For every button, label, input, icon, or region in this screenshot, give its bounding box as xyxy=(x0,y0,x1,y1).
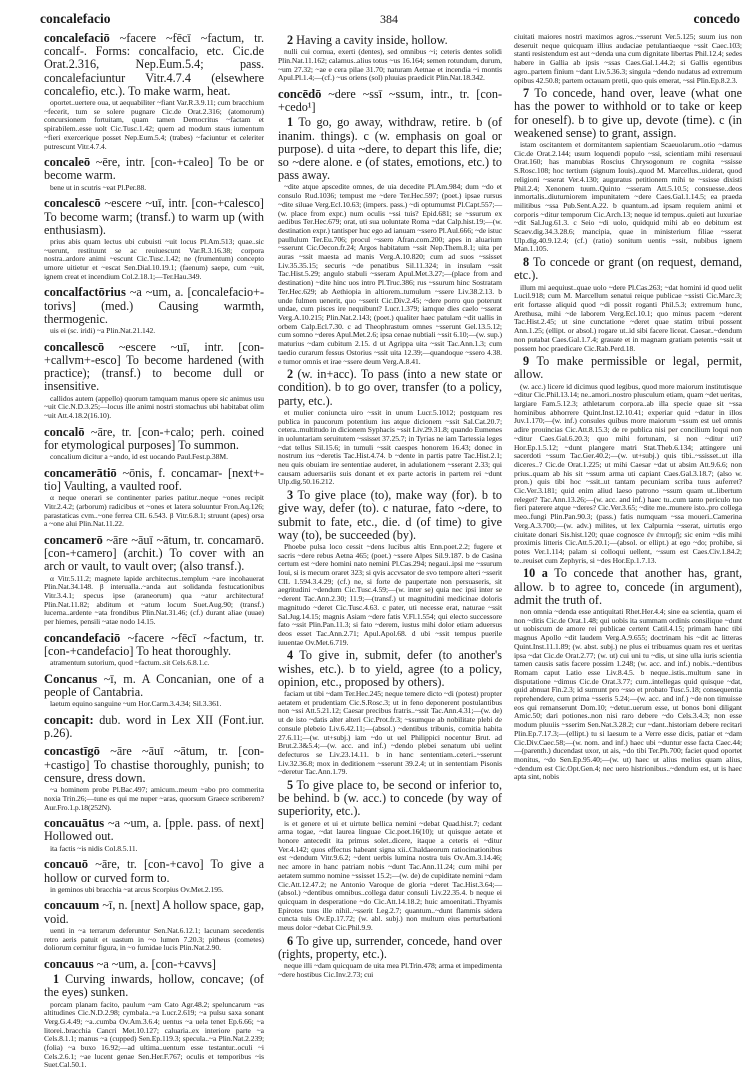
sense-citations: Phoebe pulsa loco cessit ~dens lucibus altis Enn.poet.2.2; fugere et sacris ~dere rebus Aetna 465; (poet.) ~ssere Alpes Sil.9.187. b de Casina certum est ~dere homini nato nemini Pl.Cas.294; negaui..ipsi me ~ssurum Ioui, si is mecum oraret 323; si qvis accvsator de svo tempore alteri ~sserit CIL 1.594.3.4.29; (cf.) ne, si forte de paupertate non persuaseris, sit aegritudini ~dendum Cic.Tusc.4.59;—(w. inter se) quia nec ipsi inter se ~derent Tac.Ann.2.30; 11.9;—(transf.) ut magnitudini medicinae doloris magnitudo ~deret Cic.Tusc.4.63. c pater, uti necesse erat, naturae ~ssit Sal.Jug.14.15; magnis Asiam ~dere fatis V.Fl.1.554; qui electo successore fato ~ssit Plin.Pan.11.3; si fato ~derem, iustus mihi dolor etiam aduersus deos esset Tac.Ann.2.71; Apul.Apol.68. d ubi ~ssit tempus puerile iuuentae Ov.Met.6.719. xyxy=(278,541,502,647)
entry-citations: prius abis quam lectus ubi cubuisti ~uit locus Pl.Am.513; quae..sic ~uerunt, restituunt se ac reuiuescunt Var.R.3.16.38; corpora nostra..ardore animi ~escunt Cic.Tusc.1.42; ne (frumentum) concepto umore uitietur et ~escat Sen.Dial.10.19.1; (faenum) saepe, cum ~uit, ignem creat et incendium Col.2.18.1;—Ter.Hau.349. xyxy=(44,236,264,281)
entry-lemma: concaleō xyxy=(44,155,91,170)
entry-definition: ~āre ~āuī ~ātum, tr. concamarō. [con-+camero] (archit.) To cover with an arch or vault, to vault over; (also transf.). xyxy=(44,533,264,574)
sense-number: 7 xyxy=(523,86,530,101)
entry-citations: α neque onerari se continenter paries patitur..neque ~ones recipit Vitr.2.4.2; (arborum) radicibus et ~ones et latera soluuntur Fron.Aq.126; parastaticas cvm..~one ferrea CIL 6.543. β Vitr.6.8.1; struunt (apes) orsa a ~one alui Plin.Nat.11.22. xyxy=(44,493,264,529)
entry-definition: ~āre, tr. [con-+calo; perh. coined for etymological purposes] To summon. xyxy=(44,424,264,452)
sense-definition xyxy=(278,649,502,689)
sense-number: 10 a xyxy=(523,566,548,581)
sense-citations: ~dite atque apscedite omnes, de uia decedite Pl.Am.984; dum ~do et consulo Rud.1036; tempust me ~dere Ter.Hec.597; (poet.) ipsae rursus ~dite siluae Verg.Ecl.10.63; (impers. pass.) ~di optumumst Pl.Capt.557;—(w. place from expr.) num oculis ~ssi tuis? Epid.681; se ~ssurum ex aedibus Ter.Hec.679; orat, uti sua uoluntate Roma ~dat Calp.hist.19;—(w. destination expr.) tantisper huc ego ad ianuam ~ssero Pl.Aul.666; ~de istuc paullulum Ter.Eu.706; procul ~ssero Afran.com.200; apes in aluarium ~sserunt Cic.Oecon.fr.24; Argos habitatum ~ssit Nep.Them.8.1; uita per auras ~ssit maesta ad manis Verg.A.10.820; cum ad suos ~ssisset Liv.35.35.15; securis ~de penatibus Sil.11.324; in insulam ~ssit Tac.Hist.5.29; angulo stabuli ~sseram Apul.Met.3.27;—(place from and destination) ~dite hinc uos intro Pl.Truc.386; rus ~ssurum hinc Sostratam Ter.Hec.629; ab Aethiopia in altiorem..tumulum ~ssere Liv.38.2.13. b unde fulmen uenerit, quo ~sserit Cic.Div.2.45; ~dere porro quo poterunt undae, cum pisces ire nequibunt? Lucr.1.379; iamque dies caelo ~sserat Verg.A.10.215; Plin.Nat.2.143; (poet.) qualiter haec patulam ~dit uallis in orbem Calp.Ecl.7.30. c ad Theophrastum omnes ~sserunt Gel.13.5.12; cum somno ~deres Apul.Met.2.6; ipsa cenae nubtiali ~ssit 6.10;—(w. sup.) maturius ~dam cubitum 2.15. d ut Agrippa uita ~ssit Tac.Ann.1.3; cum taedio curarum fessus Ostorius ~ssit uita 12.39;—quandoque ~ssero 4.38. e tumor omnis et irae ~ssere deum Verg.A.8.41. xyxy=(278,182,503,366)
entry-lemma: concauum xyxy=(44,898,100,913)
entry-definition: ~ēre, intr. [con-+caleo] To be or become warm. xyxy=(44,155,264,183)
sense-number: 4 xyxy=(287,648,294,663)
sense-number: 9 xyxy=(523,354,530,369)
dictionary-entry xyxy=(44,156,264,192)
entry-lemma: concandefaciō xyxy=(44,630,121,645)
dictionary-entry xyxy=(44,673,264,709)
sense-number: 3 xyxy=(287,488,294,503)
entry-definition: ~facere ~fēcī ~factum, tr. [con-+candefacio] To heat thoroughly. xyxy=(44,630,264,659)
sense-definition xyxy=(278,935,502,961)
entry-head xyxy=(44,341,264,394)
entry-lemma: concapit: xyxy=(44,713,94,728)
entry-lemma: concamerātiō xyxy=(44,465,117,480)
dictionary-entry xyxy=(44,341,264,421)
entry-citations: oportet..uertere oua, ut aequabiliter ~fiant Var.R.3.9.11; cum bracchium ~fecerit, tum se solere pugnare Cic.de Orat.2.316; (atomorum) concursionem fortuitam, quam tamen Democritus ~factam et spirabilem..esse uolt Cic.Tusc.1.42; quem ad modum staus iumentum ~fieri exercerique posset Nep.Eum.5.4; (trabes) ~faciuntur et celeriter putrescunt Vitr.4.7.4. xyxy=(44,98,264,151)
entry-head xyxy=(44,467,264,493)
entry-lemma: concauus xyxy=(44,956,94,971)
entry-definition: ~āre ~āuī ~ātum, tr. [con-+castigo] To chastise thoroughly, punish; to censure, dress down. xyxy=(44,744,264,785)
entry-citations: callidos autem (appello) quorum tamquam manus opere sic animus usu ~uit Cic.N.D.3.25;—locus ille animi nostri stomachus ubi habitabat olim ~uit Att.4.18.2(16.10). xyxy=(44,393,264,420)
dictionary-columns xyxy=(44,31,744,1070)
dictionary-entry xyxy=(44,858,264,894)
dictionary-entry xyxy=(44,426,264,462)
dictionary-entry xyxy=(278,34,502,83)
sense-text: To give place (to), make way (for). b to give way, defer (to). c naturae, fato ~dere, to submit to fate, etc., die. d (of time) to give way (to), be succeeded (by). xyxy=(278,488,502,542)
entry-lemma: concauō xyxy=(44,857,89,872)
entry-lemma: concamerō xyxy=(44,533,103,548)
dictionary-entry xyxy=(44,632,264,668)
entry-definition: ~facere ~fēcī ~factum, tr. concalf-. Forms: concalfacio, etc. Cic.de Orat.2.316, Nep.Eum.5.4; pass. concalefaciuntur Vitr.4.7.4 (elsewhere concalefio, etc.). To make warm, heat. xyxy=(44,31,264,98)
sense-definition xyxy=(514,87,742,140)
running-head-first-word: concalefacio xyxy=(40,11,111,26)
sense-citations: non omnia ~denda esse antiquitati Rhet.Her.4.4; sine ea scientia, quam ei non ~ditis Cic.de Orat.1.48; qui uobis ita summam ordinis consilique ~dunt ut uobiscum de amore rei publicae certent Catil.4.15; primam hanc tibi magnus Apollo ~dit laudem Verg.A.9.655; doctrinam his ~dit ac litteras Quint.Inst.11.1.89; (w. abst. subj.) ne plus ei tribuamus quam res et ueritas ipsa ~dat Cic.de Orat.2.77; (w. ut) cui uni tu ~dis, ut sine ulla iuris scientia tamen causis satis facere possim 1.248; (w. acc. and inf.) nobis..~dentibus Romam caput Latio esse Liv.8.4.5. b neque..istis..multum sane in disputatione ~dimus Cic.de Orat.3.77; cum..intellegas quid quisque ~dat, quid abnuat Fin.2.3; id sumunt pro ~sso et probato Tusc.5.18; consequentia reprehendere, cum prima ~sseris 5.24;—(w. acc. and inf.) ~de non timuisse eos qui remanserunt Dom.10; ~detur..uerum esse, ut bonos boni diligant Amic.50; dari potiones..non nisi raro debere ~do Cels.3.4.3; non esse modum pluuiis ~sserim Sen.Nat.3.28.2; cur ~dant..historiam debere recitari Plin.Ep.7.17.3;—(ellipt.) tu si laesum te a Verre esse dicis, patiar et ~dam Cic.Div.Caec.58;—(w. nom. and inf.) haec ubi ~duntur esse facta Caec.44;—(parenth.) ducendast uxor, ut ais, ~do tibi Ter.Ph.700; faciet quod oportet monitus, ~do Sen.Ep.95.40;—(w. ut) haec ut alius melius quam alius, ~dendum est Cic.Opt.Gen.4; nec uero histrionibus..~dendum est, ut is haec apta sint, nobis xyxy=(514,606,742,782)
entry-definition: ~ī, m. A Concanian, one of a people of Cantabria. xyxy=(44,671,264,700)
entry-definition: ~escere ~uī, intr. [con-+calesco] To become warm; (transf.) to warm up (with enthusiasm). xyxy=(44,196,264,237)
sense-citations: nulli cui cornua, exerti (dentes), sed omnibus ~i; ceteris dentes solidi Plin.Nat.11.162; calamus..alius totus ~us 16.164; semen rotundum, durum, ~um 27.32; ~ae e cera pilae 31.70; naturam Aetnae et incendia ~i montis Apul.Pl.1.4;—(cf.) ~us oriens (sol) pluuias praedicit Plin.Nat.18.342. xyxy=(278,47,502,83)
entry-citations: ~a hominem probe Pl.Bac.497; amicum..meum ~abo pro commerita noxia Trin.26;—tune es qui me nuper ~aras, quorsum Graece scriberem? Aur.Fro.1.p.18(252N). xyxy=(44,785,264,812)
entry-lemma: Concanus xyxy=(44,671,98,686)
dictionary-entry xyxy=(44,958,264,1070)
entry-head xyxy=(44,32,264,98)
entry-definition: ~dere ~ssī ~ssum, intr., tr. [con-+cedo¹] xyxy=(278,87,502,115)
dictionary-entry xyxy=(44,899,264,953)
entry-head xyxy=(44,156,264,182)
sense-citations: porcam planam facito, paulum ~am Cato Agr.48.2; speluncarum ~as altitudines Cic.N.D.2.98; cymbala..~a Lucr.2.619; ~a pulsu saxa sonant Verg.G.4.49; ~a..cumba Ov.Am.3.6.4; uentus ~a uela tenet Ep.6.66; ~a litorei..bracchia Cancri Met.10.127; caluaria..ex interiore parte ~a Cels.8.1.1; manus ~a (cupped) Sen.Ep.119.3; specula..~a Plin.Nat.2.239; (folia) ~a buxo 16.92;—ad ultima..uentum esse testantur..oculi ~i Cels.2.6.1; ~ae lucent genae Sen.Her.F.767; oculis et temporibus ~is Suet.Cal.50.1. xyxy=(44,999,264,1070)
entry-head xyxy=(44,286,264,326)
sense-definition xyxy=(514,256,742,282)
entry-lemma: concalfactōrius xyxy=(44,285,126,300)
sense-text: To give in, submit, defer (to another's wishes, etc.). b to yield, agree (to a policy, opinion, etc., proposed by others). xyxy=(278,648,502,689)
entry-definition: ~a ~um, a. [concalefacio+-torivs] (med.) Causing warmth, thermogenic. xyxy=(44,285,264,326)
sense-number: 5 xyxy=(287,778,294,793)
sense-definition xyxy=(278,368,502,408)
entry-lemma: concastīgō xyxy=(44,744,100,759)
sense-definition xyxy=(514,355,742,381)
entry-head xyxy=(44,197,264,237)
sense-citations: (w. acc.) licere id dicimus quod legibus, quod more maiorum institutisque ~ditur Cic.Phil.13.14; ne..amori..nostro plusculum etiam, quam ~det ueritas, largiare Fam.5.12.3; athletarum corpora..ab illa specie quae sit ~ssa hominibus abhorrere Quint.Inst.12.10.41; experiar quid ~datur in illos Juv.1.170;—(w. inf.) consules quibus more maiorum ~ssum est uel omnis adire prouincias Cic.Att.8.15.3; de re publica nisi per concilium loqui non ~ditur Caes.Gal.6.20.3; quo mihi fortunam, si non ~ditur uti? Hor.Ep.1.5.12; ~dunt plangere matri Stat.Theb.6.134; attingere uni sacerdoti ~ssum Tac.Ger.40.2;—(w. ut+subj.) quis tibi..~ssisset..ut illa diceres..? Cic.de Orat.1.225; ut mihi Caesar ~dat ut absim Att.9.6.6; non prius..quam ab his sit ~ssum arma uti capiant Caes.Gal.3.18.7; (also w. pron.) quis tibi hoc ~ssit..ut tantam pecuniam scriba tuus auferret? Cic.Ver.3.181; quid enim aliud laeso patrono ~ssum quam ut..libertum releget? Tac.Ann.13.26;—(w. acc. and inf.) haec tu..cum tanto periculo tuo fieri paterere atque ~deres? Cic.Ver.3.65; ~dite me..munere isto..pro collega meo..fungi Plin.Pan.90.3; (pass.) fatis numquam ~ssa moueri..Camerina Verg.A.3.700;—(w. adv.) milites, ut lex Calpurnia ~sserat, uirtutis ergo ciuitate donari Sis.hist.120; quae cognosce ἐν ἐπιτομῇ; sic enim ~dis mihi proximis litteris Cic.Att.5.20.1;—(absol. or ellipt.) at ego ~do; prohibe, si potes Ver.1.114; palam si colloqui uellent, ~ssum est Caes.Civ.1.84.2; te..reuiset cum Zephyris, si ~des Hor.Ep.1.7.13. xyxy=(514,381,742,565)
sense-definition xyxy=(278,116,502,182)
sense-number: 2 xyxy=(287,33,294,47)
sense-definition xyxy=(44,973,264,999)
sense-citations: faciam ut tibi ~dam Ter.Hec.245; neque temere dicto ~di (potest) propter aetatem et prudentiam Cic.S.Rosc.3; ut in feno deponerent postulantibus non ~ssi Att.5.21.12; Caesar precibus fratris..~ssit Tac.Ann.4.31;—(w. de) ut de isto ~datis alter alteri Cic.Prot.fr.3; ~ssumque ab nobilitate plebi de consule plebeio Liv.6.42.11;—(absol.) ~dentibus tribunis, comitia habita 27.6.11;—(w. ut+subj.) iam ~do ut uel Philippici nocentur Brut. ad Brut.2.3&5.4;—(w. acc. and inf.) ~dendo plebei senatum ubi uelint defecturos se Liv.23.14.11. b in hanc sententiam..ceteri..~sserunt Liv.32.36.8; mox in deditionem ~sserunt 39.2.4; ut in sententiam Pisonis ~deretur Tac.Ann.1.79. xyxy=(278,689,502,777)
entry-head xyxy=(44,534,264,574)
sense-citations: neque illi ~dam quicquam de uita mea Pl.Trin.478; arma et impedimenta ~dere hostibus Cic.Inv.2.73; cui xyxy=(278,961,502,979)
entry-citations: uis ei (sc. iridi) ~a Plin.Nat.21.142. xyxy=(50,326,156,336)
entry-citations: concalium dicitur a ~ando, id est uocando Paul.Fest.p.38M. xyxy=(50,452,228,462)
entry-lemma: concalefaciō xyxy=(44,31,110,45)
dictionary-entry xyxy=(44,534,264,627)
entry-head xyxy=(44,426,264,452)
entry-definition: ~escere ~uī, intr. [con-+callvm+-esco] To become hardened (with practice); (transf.) to become dull or insensitive. xyxy=(44,339,264,394)
sense-definition xyxy=(278,779,502,819)
sense-number: 8 xyxy=(523,255,530,270)
dictionary-entry xyxy=(278,88,502,980)
entry-head xyxy=(44,632,264,658)
sense-text: Having a cavity inside, hollow. xyxy=(293,33,448,47)
sense-number: 6 xyxy=(287,933,294,948)
column-right xyxy=(514,32,742,957)
sense-text: To give place to, be second or inferior to, be behind. b (w. acc.) to concede (by way of superiority, etc.). xyxy=(278,778,502,819)
entry-head xyxy=(278,88,502,114)
entry-citations: bene ut in scutris ~eat Pl.Per.88. xyxy=(50,182,147,192)
entry-head xyxy=(44,673,264,699)
sense-text: (w. in+acc). To pass (into a new state or condition). b to go over, transfer (to a policy, party, etc.). xyxy=(278,367,502,408)
column-middle xyxy=(278,32,503,979)
entry-definition: ~a ~um, a. [pple. pass. of next] Hollowed out. xyxy=(44,816,264,844)
entry-definition: ~a ~um, a. [con-+cavvs] xyxy=(93,956,216,971)
entry-citations: atramentum sutorium, quod ~factum..sit Cels.6.8.1.c. xyxy=(50,658,210,668)
dictionary-entry xyxy=(44,286,264,335)
entry-head xyxy=(44,899,264,925)
dictionary-entry xyxy=(44,714,264,740)
dictionary-entry xyxy=(44,745,264,812)
dictionary-entry xyxy=(44,32,264,151)
entry-lemma: concēdō xyxy=(278,87,322,102)
dictionary-entry xyxy=(514,33,742,782)
sense-number: 1 xyxy=(287,115,294,130)
sense-text: To concede that another has, grant, allow. b to agree to, concede (in argument), admit the truth of. xyxy=(514,566,742,607)
entry-head xyxy=(44,714,264,740)
dictionary-entry xyxy=(44,197,264,281)
entry-citations: laetum equino sanguine ~um Hor.Carm.3.4.34; Sil.3.361. xyxy=(50,699,222,709)
sense-text: To concede or grant (on request, demand, etc.). xyxy=(514,255,742,283)
sense-number: 1 xyxy=(53,972,60,987)
entry-definition: ~āre, tr. [con-+cavo] To give a hollow or curved form to. xyxy=(44,857,264,885)
sense-text: To concede, hand over, leave (what one has the power to withhold or to take or keep for oneself). b to give up, devote (time). c (in weakened sense) to grant, assign. xyxy=(514,86,742,140)
sense-definition xyxy=(514,567,742,607)
running-head xyxy=(40,8,750,30)
entry-citations: ita factis ~is nidis Col.8.5.11. xyxy=(50,843,138,853)
entry-definition: ~ōnis, f. concamar- [next+-tio] Vaulting, a vaulted roof. xyxy=(44,465,264,494)
page-number: 384 xyxy=(380,12,398,26)
sense-citations: istam oscitantem et dormitantem sapientiam Scaeuolarum..otio ~damus Cic.de Orat.2.144; usum loquendi populo ~ssi, scientiam mihi reseruaui Orat.160; has manubias Roscius Chrysogonum re cognita ~ssisse S.Rosc.108; hoc tertium (signum Iouis)..quod M. Marcellus..uiderat, quod religioni ~sserat Ver.4.130; auguratus petitionem mihi te ~ssisse dixisti Phil.2.4; Xenonem tuum..Quinto ~sseram Att.5.10.5; consuesse..deos inmortalis..diuturniorem impunitatem ~dere Caes.Gal.1.14.5; ea praeda militibus ~ssa Pub.Sent.A.22. b quantum..ad ipsam requiem animi et corporis ~ditur temporum Cic.Arch.13; neque id tempus..quieti aut luxuriae ~dit Sal.Jug.61.3. c Seio ~di uolo, quidquid mihi ab eo debitum est Scaev.dig.34.3.28.6; mancipia, quae in ministerium filiae ~sserat Ulp.dig.40.9.12.4; (cf.) (ratio) sonitum uentis ~ssit, nubibus ignem Man.1.105. xyxy=(514,140,742,254)
entry-lemma: concallescō xyxy=(44,339,105,354)
entry-head xyxy=(44,745,264,785)
sense-text: Curving inwards, hollow, concave; (of the eyes) sunken. xyxy=(44,972,264,1000)
entry-lemma: concauātus xyxy=(44,816,105,831)
entry-head xyxy=(44,817,264,843)
entry-lemma: concalescō xyxy=(44,196,101,211)
sense-citations: illum mi aequiust..quae uolo ~dere Pl.Cas.263; ~dat homini id quod uelit Lucil.918; cum M. Marcellum senatui reique publicae ~ssisti Cic.Marc.3; erit fortasse aliquid quod ~di possit roganti Phil.5.3; extremum hunc, Arethusa, mihi ~de laborem Verg.Ecl.10.1; quo minus pacem ~derent Tac.Hist.2.45; ut sine cunctatione ~deret quae statim tribui possent Ann.1.25; (ellipt. or absol.) rogare ut..id sibi facere liceat. Caesar..~dendum non putabat Caes.Gal.1.7.4; grauate et in magnam gratiam petentis ~ssit ut possem hoc praedicare Cic.Rab.Perd.18. xyxy=(514,282,742,353)
entry-citations: in geminos ubi bracchia ~at arcus Scorpius Ov.Met.2.195. xyxy=(50,884,224,894)
column-left xyxy=(44,31,264,1070)
running-head-last-word: concedo xyxy=(693,11,740,26)
dictionary-entry xyxy=(44,817,264,853)
entry-definition: dub. word in Lex XII (Font.iur. p.26). xyxy=(44,713,264,741)
sense-text: To make permissible or legal, permit, allow. xyxy=(514,354,742,382)
entry-definition: ~ī, n. [next] A hollow space, gap, void. xyxy=(44,898,264,926)
sense-text: To give up, surrender, concede, hand over (rights, property, etc.). xyxy=(278,933,502,961)
entry-citations: uenti in ~a terrarum deferuntur Sen.Nat.6.12.1; lacunam secedentis retro aeris patuit et uastum in ~o lumen 7.20.3; pitheus (cometes) doliorum cernitur figura, in ~o fumidae lucis Plin.Nat.2.90. xyxy=(44,925,264,953)
sense-citations: ciuitati maiores nostri maximos agros..~sserunt Ver.5.125; suum ius non deseruit neque quicquam illius audaciae petulantiaeque ~ssit Caec.103; stanti resistendum est aut ~denda una cum dignitate libertas Phil.12.4; sedes habere in Gallia ab ipsis ~ssas Caes.Gal.1.44.2; si Gallis egentibus agro..partem finium ~dant Liv.5.36.3; singula ~dendo nudatus ad extremum opibus 42.50.8; partem octauam pretii, quo quis emerat, ~ssi Plin.Ep.8.2.3. xyxy=(514,32,742,85)
sense-definition xyxy=(278,34,502,47)
sense-definition xyxy=(278,489,502,542)
entry-lemma: concalō xyxy=(44,424,85,439)
sense-text: To go, go away, withdraw, retire. b (of inanim. things). c (w. emphasis on goal or purpose). d uita ~dere, to depart this life, die; so ~dere alone. e (of states, emotions, etc.) to pass away. xyxy=(278,115,502,183)
sense-citations: is et genere et ui et uirtute bellica nemini ~debat Quad.hist.7; cedant arma togae, ~dat laurea linguae Cic.poet.16(10); ut quisque aetate et honore antecedit ita primus solet..dicere, itaque a ceteris ei ~ditur Ver.4.142; quos effectus habeant signa xii..Chaldaeorum ratiocinationibus est ~dendum Vitr.9.6.2; ~dent uerbis lumina nostra tuis Ov.Am.3.14.46; nec amore in hanc patriam nobis ~dunt Tac.Ann.11.24; cum mihi per aetatem summo nomine ~ssisset 15.2;—(w. de) de cupiditate nemini ~dam Cic.Att.12.47.2; ne Antonio Varoque de gloria ~deret Tac.Hist.3.64;—(absol.) ~dentibus omnibus..collega datur consuli Liv.22.35.4. b neque ei quicquam in desperatione ~do Cic.Att.14.18.2; huic amoenitati..Thyamis Epirotes tuus ille nihil..~sserit Leg.2.7; quantum..~dunt flammis sidera cuncta tuis Ov.Ep.17.72; (w. abl. subj.) non multum eius perturbationi meus dolor ~debat Cic.Phil.9.9. xyxy=(278,818,502,933)
entry-citations: α Vitr.5.11.2; magnete lapide architectus..templum ~are incohauerat Plin.Nat.34.148. β interualla..~anda aut solidanda festucationibus Vitr.3.4.1; specus ipse (araneorum) qua ~atur architectura! Plin.Nat.11.82; abditum et ~atum locum Suet.Aug.90; (transf.) lucerna..ardente ~ata frondibus Plin.Nat.31.46; (cf.) durant aliae (uuae) per hiemes, pensili ~atae nodo 14.15. xyxy=(44,573,264,627)
entry-head xyxy=(44,958,264,971)
dictionary-entry xyxy=(44,467,264,529)
entry-head xyxy=(44,858,264,884)
sense-number: 2 xyxy=(287,367,294,382)
sense-citations: et mulier coniuncta uiro ~ssit in unum Lucr.5.1012; postquam res publica in paucorum potentium ius atque dicionem ~ssit Sal.Cat.20.7; cetera..multitudo in dicionem Syphacis ~ssit Liv.29.31.8; quando Eumenes in uoluntariam seruitutem ~ssisset 37.25.7; in Tyrias ne iam Tartessia leges ~dat tellus Sil.15.6; in tumuli ~ssit caespes honorem 16.43; donec in nostrum ius ~deretis Tac.Hist.4.74. b ~dente in partis patre Tac.Hist.2.1; neu quis obuiam ire sententiae auderet, in adulationem ~sserant 2.33; qui causam aduersariis suis donant et ex parte actoris in partem rei ~dunt Ulp.dig.50.16.212. xyxy=(278,407,502,487)
